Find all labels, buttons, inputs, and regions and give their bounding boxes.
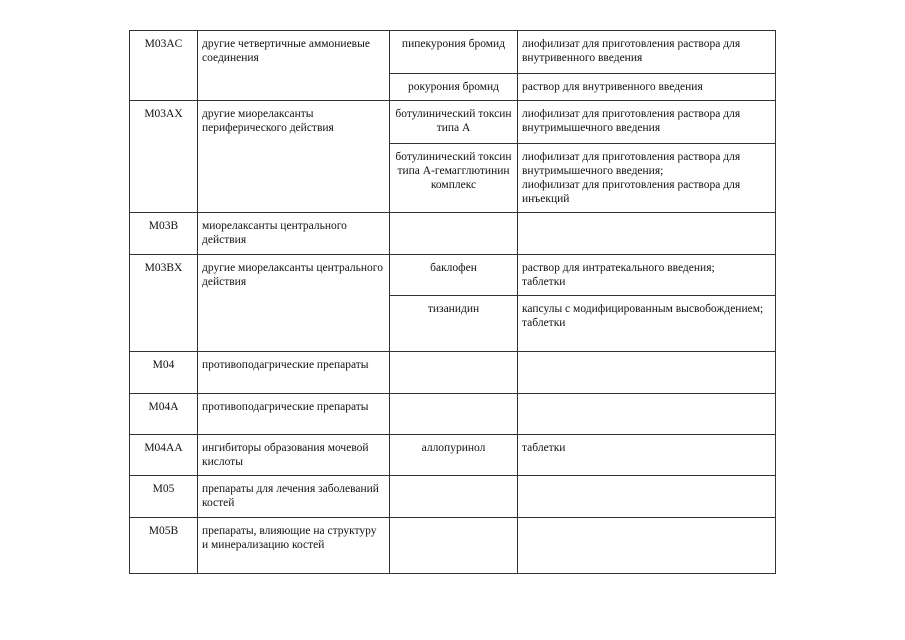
pharm-group-cell: противоподагрические препараты	[198, 394, 390, 435]
pharm-group-cell: миорелаксанты центрального действия	[198, 213, 390, 255]
drug-name-cell: пипекурония бромид	[390, 31, 518, 74]
atc-code-cell: M03AC	[130, 31, 198, 101]
pharm-group-cell: другие четвертичные аммониевые соединения	[198, 31, 390, 101]
pharm-group-cell: противоподагрические препараты	[198, 352, 390, 394]
drug-name-cell	[390, 518, 518, 574]
dosage-form-cell	[518, 518, 776, 574]
dosage-form-cell: лиофилизат для приготовления раствора для внутримышечного введения; лиофилизат для приготовления раствора для инъекций	[518, 144, 776, 213]
table-row	[130, 101, 776, 144]
drug-name-cell	[390, 352, 518, 394]
drug-name-cell	[390, 213, 518, 255]
table-row	[130, 476, 776, 518]
table-row	[130, 31, 776, 74]
atc-code-cell: M04	[130, 352, 198, 394]
atc-code-cell: M03BX	[130, 255, 198, 352]
dosage-form-cell	[518, 394, 776, 435]
table-row	[130, 435, 776, 476]
drug-name-cell: рокурония бромид	[390, 74, 518, 101]
pharm-group-cell: препараты, влияющие на структуру и минерализацию костей	[198, 518, 390, 574]
dosage-form-cell	[518, 352, 776, 394]
dosage-form-cell	[518, 213, 776, 255]
dosage-form-cell: капсулы с модифицированным высвобождением; таблетки	[518, 296, 776, 352]
table-row	[130, 394, 776, 435]
atc-code-cell: M03B	[130, 213, 198, 255]
pharm-group-cell: другие миорелаксанты периферического действия	[198, 101, 390, 213]
dosage-form-cell	[518, 476, 776, 518]
dosage-form-cell: раствор для внутривенного введения	[518, 74, 776, 101]
pharm-group-cell: ингибиторы образования мочевой кислоты	[198, 435, 390, 476]
drug-name-cell: ботулинический токсин типа А	[390, 101, 518, 144]
drug-name-cell	[390, 394, 518, 435]
dosage-form-cell: лиофилизат для приготовления раствора для внутримышечного введения	[518, 101, 776, 144]
atc-code-cell: M04AA	[130, 435, 198, 476]
table-row	[130, 213, 776, 255]
atc-code-cell: M05B	[130, 518, 198, 574]
table-row	[130, 255, 776, 296]
atx-drug-table	[129, 30, 776, 574]
drug-name-cell: аллопуринол	[390, 435, 518, 476]
dosage-form-cell: раствор для интратекального введения; таблетки	[518, 255, 776, 296]
atc-code-cell: M04A	[130, 394, 198, 435]
pharm-group-cell: препараты для лечения заболеваний костей	[198, 476, 390, 518]
atc-code-cell: M05	[130, 476, 198, 518]
atc-code-cell: M03AX	[130, 101, 198, 213]
dosage-form-cell: лиофилизат для приготовления раствора для внутривенного введения	[518, 31, 776, 74]
table-row	[130, 352, 776, 394]
dosage-form-cell: таблетки	[518, 435, 776, 476]
drug-name-cell: тизанидин	[390, 296, 518, 352]
drug-name-cell	[390, 476, 518, 518]
pharm-group-cell: другие миорелаксанты центрального действия	[198, 255, 390, 352]
table-row	[130, 518, 776, 574]
drug-name-cell: баклофен	[390, 255, 518, 296]
drug-name-cell: ботулинический токсин типа А-гемагглютинин комплекс	[390, 144, 518, 213]
